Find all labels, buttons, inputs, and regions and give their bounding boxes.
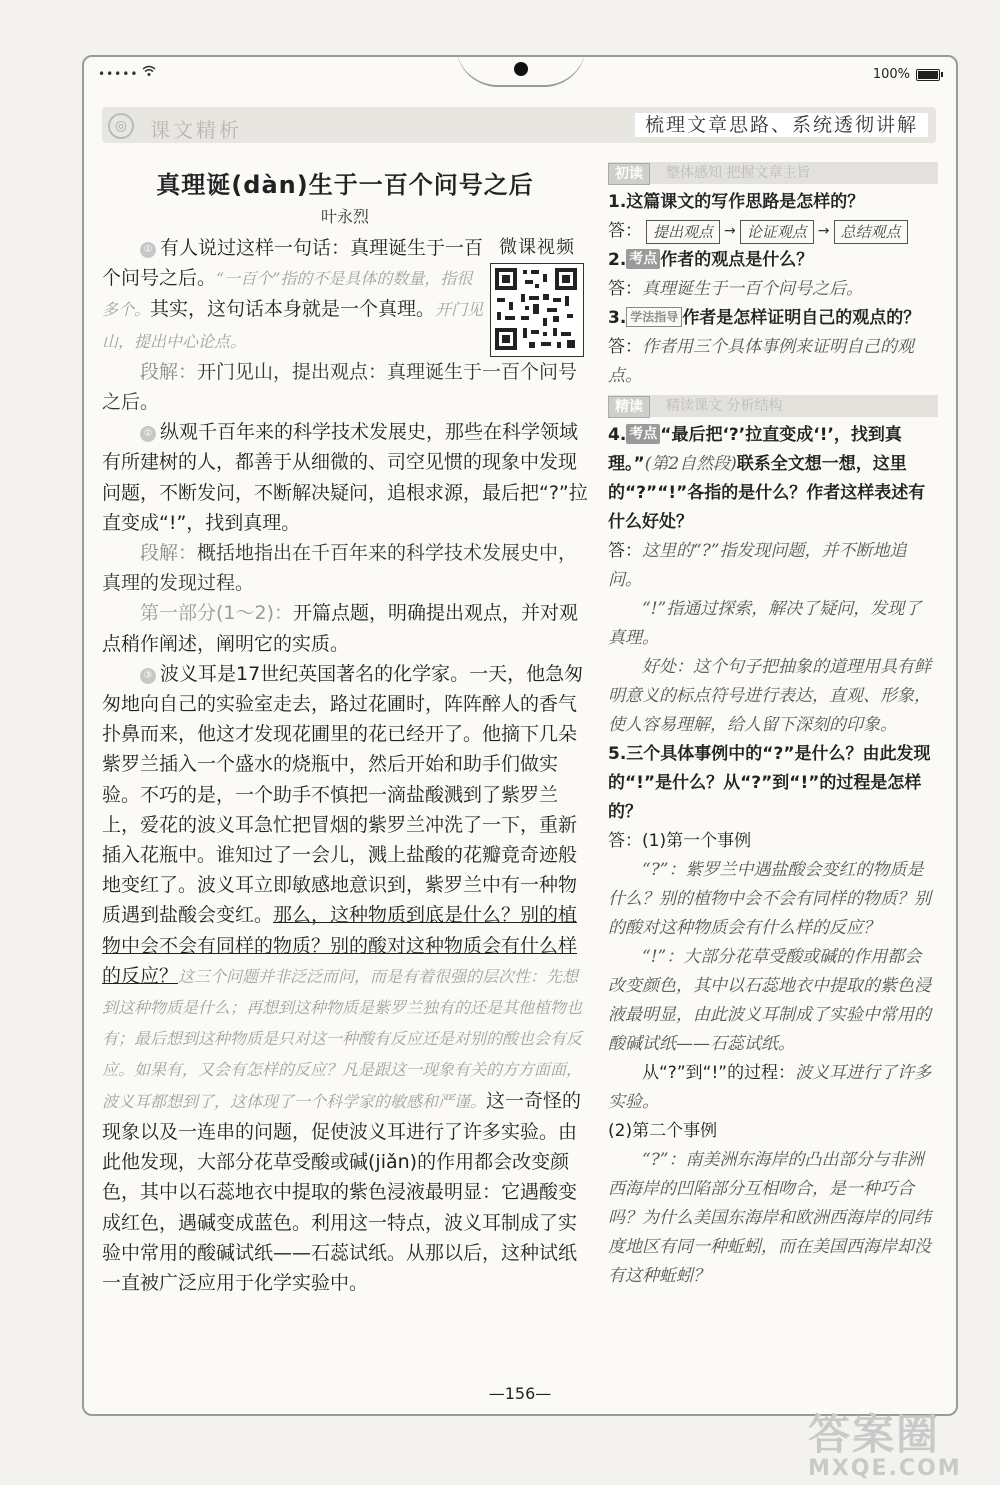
watermark-logo: [808, 1402, 988, 1482]
answer-4: 答：这里的“?”指发现问题，并不断地追问。: [608, 541, 907, 590]
tag-text: 整体感知 把握文章主旨: [666, 165, 811, 181]
arrow-right-icon: →: [724, 223, 736, 239]
exam-point-badge: 考点: [626, 249, 660, 269]
question-4: 4. 考点 “最后把‘?’拉直变成‘!’，找到真理。”(第2自然段)联系全文想一想，这里的“?”“!”各指的是什么？作者这样表述有什么好处？: [608, 425, 926, 532]
answer-5-heading-1: 答：(1)第一个事例: [608, 831, 752, 851]
question-5: 5.三个具体事例中的“?”是什么？由此发现的“!”是什么？从“?”到“!”的过程是怎样的？: [608, 744, 931, 822]
paragraph-3: ③ 波义耳是17世纪英国著名的化学家。一天，他急匆匆地向自己的实验室走去，路过花圃时，阵阵醉人的香气扑鼻而来，他这才发现花圃里的花已经开了。他摘下几朵紫罗兰插入一个盛水的烧瓶中，然后开始和助手们做实验。不巧的是，一个助手不慎把一滴盐酸溅到了紫罗兰上，爱花的波义耳急忙把冒烟的紫罗兰冲洗了一下，重新插入花瓶中。谁知过了一会儿，溅上盐酸的花瓣竟奇迹般地变红了。波义耳立即敏感地意识到，紫罗兰中有一种物质遇到盐酸会变红。那么，这种物质到底是什么？别的植物中会不会有同样的物质？别的酸对这种物质会有什么样的反应？这三个问题并非泛泛而问，而是有着很强的层次性：先想到这种物质是什么；再想到这种物质是紫罗兰独有的还是其他植物也有；最后想到这种物质是只对这一种酸有反应还是对别的酸也会有反应。如果有，又会有怎样的反应？凡是跟这一现象有关的方方面面，波义耳都想到了，这体现了一个科学家的敏感和严谨。这一奇怪的现象以及一连串的问题，促使波义耳进行了许多实验。由此他发现，大部分花草受酸或碱(jiǎn)的作用都会改变颜色，其中以石蕊地衣中提取的紫色浸液最明显：它遇酸变成红色，遇碱变成蓝色。利用这一特点，波义耳制成了实验中常用的酸碱试纸——石蕊试纸。从那以后，这种试纸一直被广泛应用于化学实验中。: [102, 662, 584, 1294]
flow-step: 提出观点: [646, 220, 720, 244]
camera-icon: [514, 62, 528, 76]
answer-5-exclaim: “!”：大部分花草受酸或碱的作用都会改变颜色，其中以石蕊地衣中提取的紫色浸液最明显，由此波义耳制成了实验中常用的酸碱试纸——石蕊试纸。: [608, 947, 931, 1054]
page-number: —156—: [488, 1384, 552, 1403]
article-column: [102, 157, 588, 1298]
question-1: 1.这篇课文的写作思路是怎样的？: [608, 192, 865, 212]
tag-label: 精读: [608, 396, 650, 418]
qr-code[interactable]: [490, 263, 584, 357]
article-author: 叶永烈: [320, 207, 369, 226]
banner-subtitle: 梳理文章思路、系统透彻讲解: [635, 113, 928, 137]
answer-4-part-3: 好处：这个句子把抽象的道理用具有鲜明意义的标点符号进行表达，直观、形象，使人容易理解，给人留下深刻的印象。: [608, 657, 931, 735]
answer-label: 答：: [608, 221, 642, 241]
answer-5-process: 从“?”到“!”的过程：波义耳进行了许多实验。: [608, 1063, 932, 1112]
tag-label: 初读: [608, 163, 650, 185]
arrow-right-icon: →: [817, 223, 830, 239]
banner-title: 课文精析: [150, 118, 242, 142]
method-badge: 学法指导: [626, 307, 682, 327]
section-banner: [102, 107, 936, 143]
tag-row-2: [608, 395, 938, 417]
annotation: 开门见山，提出中心论点。: [102, 300, 484, 351]
battery-percent: 100%: [872, 67, 910, 82]
watermark-top: 答案圈: [808, 1410, 941, 1459]
answer-5-question: “?”：紫罗兰中遇盐酸会变红的物质是什么？别的植物中会不会有同样的物质？别的酸对这种物质会有什么样的反应？: [608, 860, 931, 938]
underlined-questions: 那么，这种物质到底是什么？别的植物中会不会有同样的物质？别的酸对这种物质会有什么样的反应？: [102, 904, 578, 987]
question-3: 3. 学法指导 作者是怎样证明自己的观点的？: [608, 308, 921, 328]
answer-4-part-2: “!”指通过探索，解决了疑问，发现了真理。: [608, 599, 922, 648]
qr-label: 微课视频: [499, 237, 575, 258]
question-2: 2. 考点 作者的观点是什么？: [608, 250, 814, 270]
paragraph-1: ① 有人说过这样一句话：真理诞生于一百个问号之后。“一百个”指的不是具体的数量，指很多个。其实，这句话本身就是一个真理。开门见山，提出中心论点。: [102, 237, 484, 351]
target-icon: ◎: [108, 113, 134, 139]
tag-text: 精读课文 分析结构: [666, 398, 783, 414]
answer-5-question-2: “?”：南美洲东海岸的凸出部分与非洲西海岸的凹陷部分互相吻合，是一种巧合吗？为什么美国东海岸和欧洲西海岸的同纬度地区有同一种蚯蚓，而在美国西海岸却没有这种蚯蚓？: [608, 1150, 931, 1286]
tablet-frame: [82, 55, 958, 1416]
exam-point-badge: 考点: [626, 424, 660, 444]
watermark-bottom: MXQE.COM: [808, 1456, 962, 1481]
flow-step: 论证观点: [740, 220, 814, 244]
paragraph-number-icon: ③: [140, 668, 156, 684]
article-title: 真理诞(dàn)生于一百个问号之后: [156, 171, 534, 199]
answer-2: 答：真理诞生于一百个问号之后。: [608, 279, 863, 299]
paragraph-analysis-2: 段解：概括地指出在千百年来的科学技术发展史中，真理的发现过程。: [102, 542, 578, 595]
annotation: “一百个”指的不是具体的数量，指很多个。: [102, 269, 473, 320]
paragraph-number-icon: ①: [140, 242, 156, 258]
paragraph-2: ② 纵观千百年来的科学技术发展史，那些在科学领域有所建树的人，都善于从细微的、司空见惯的现象中发现问题，不断发问，不断解决疑问，追根求源，最后把“?”拉直变成“!”，找到真理。: [102, 421, 588, 534]
answer-3: 答：作者用三个具体事例来证明自己的观点。: [608, 337, 914, 386]
tag-row-1: [608, 162, 938, 184]
article-body: [102, 233, 588, 1298]
annotation: 这三个问题并非泛泛而问，而是有着很强的层次性：先想到这种物质是什么；再想到这种物质是紫罗兰独有的还是其他植物也有；最后想到这种物质是只对这一种酸有反应还是对别的酸也会有反应。如果有，又会有怎样的反应？凡是跟这一现象有关的方方面面，波义耳都想到了，这体现了一个科学家的敏感和严谨。: [102, 966, 583, 1111]
paragraph-number-icon: ②: [140, 426, 156, 442]
qr-box[interactable]: [482, 233, 592, 357]
answer-5-heading-2: (2)第二个事例: [608, 1121, 718, 1141]
qa-column: [608, 162, 938, 1291]
status-bar: [84, 57, 956, 97]
battery-icon: [916, 69, 940, 81]
section-summary-1: 第一部分(1～2)：开篇点题，明确提出观点，并对观点稍作阐述，阐明它的实质。: [102, 602, 579, 655]
flow-step: 总结观点: [834, 220, 908, 244]
paragraph-analysis-1: 段解：开门见山，提出观点：真理诞生于一百个问号之后。: [102, 360, 578, 414]
signal-dots-icon: •••••: [98, 67, 139, 81]
wifi-icon: [142, 65, 156, 81]
answer-1-flow: [608, 217, 938, 246]
